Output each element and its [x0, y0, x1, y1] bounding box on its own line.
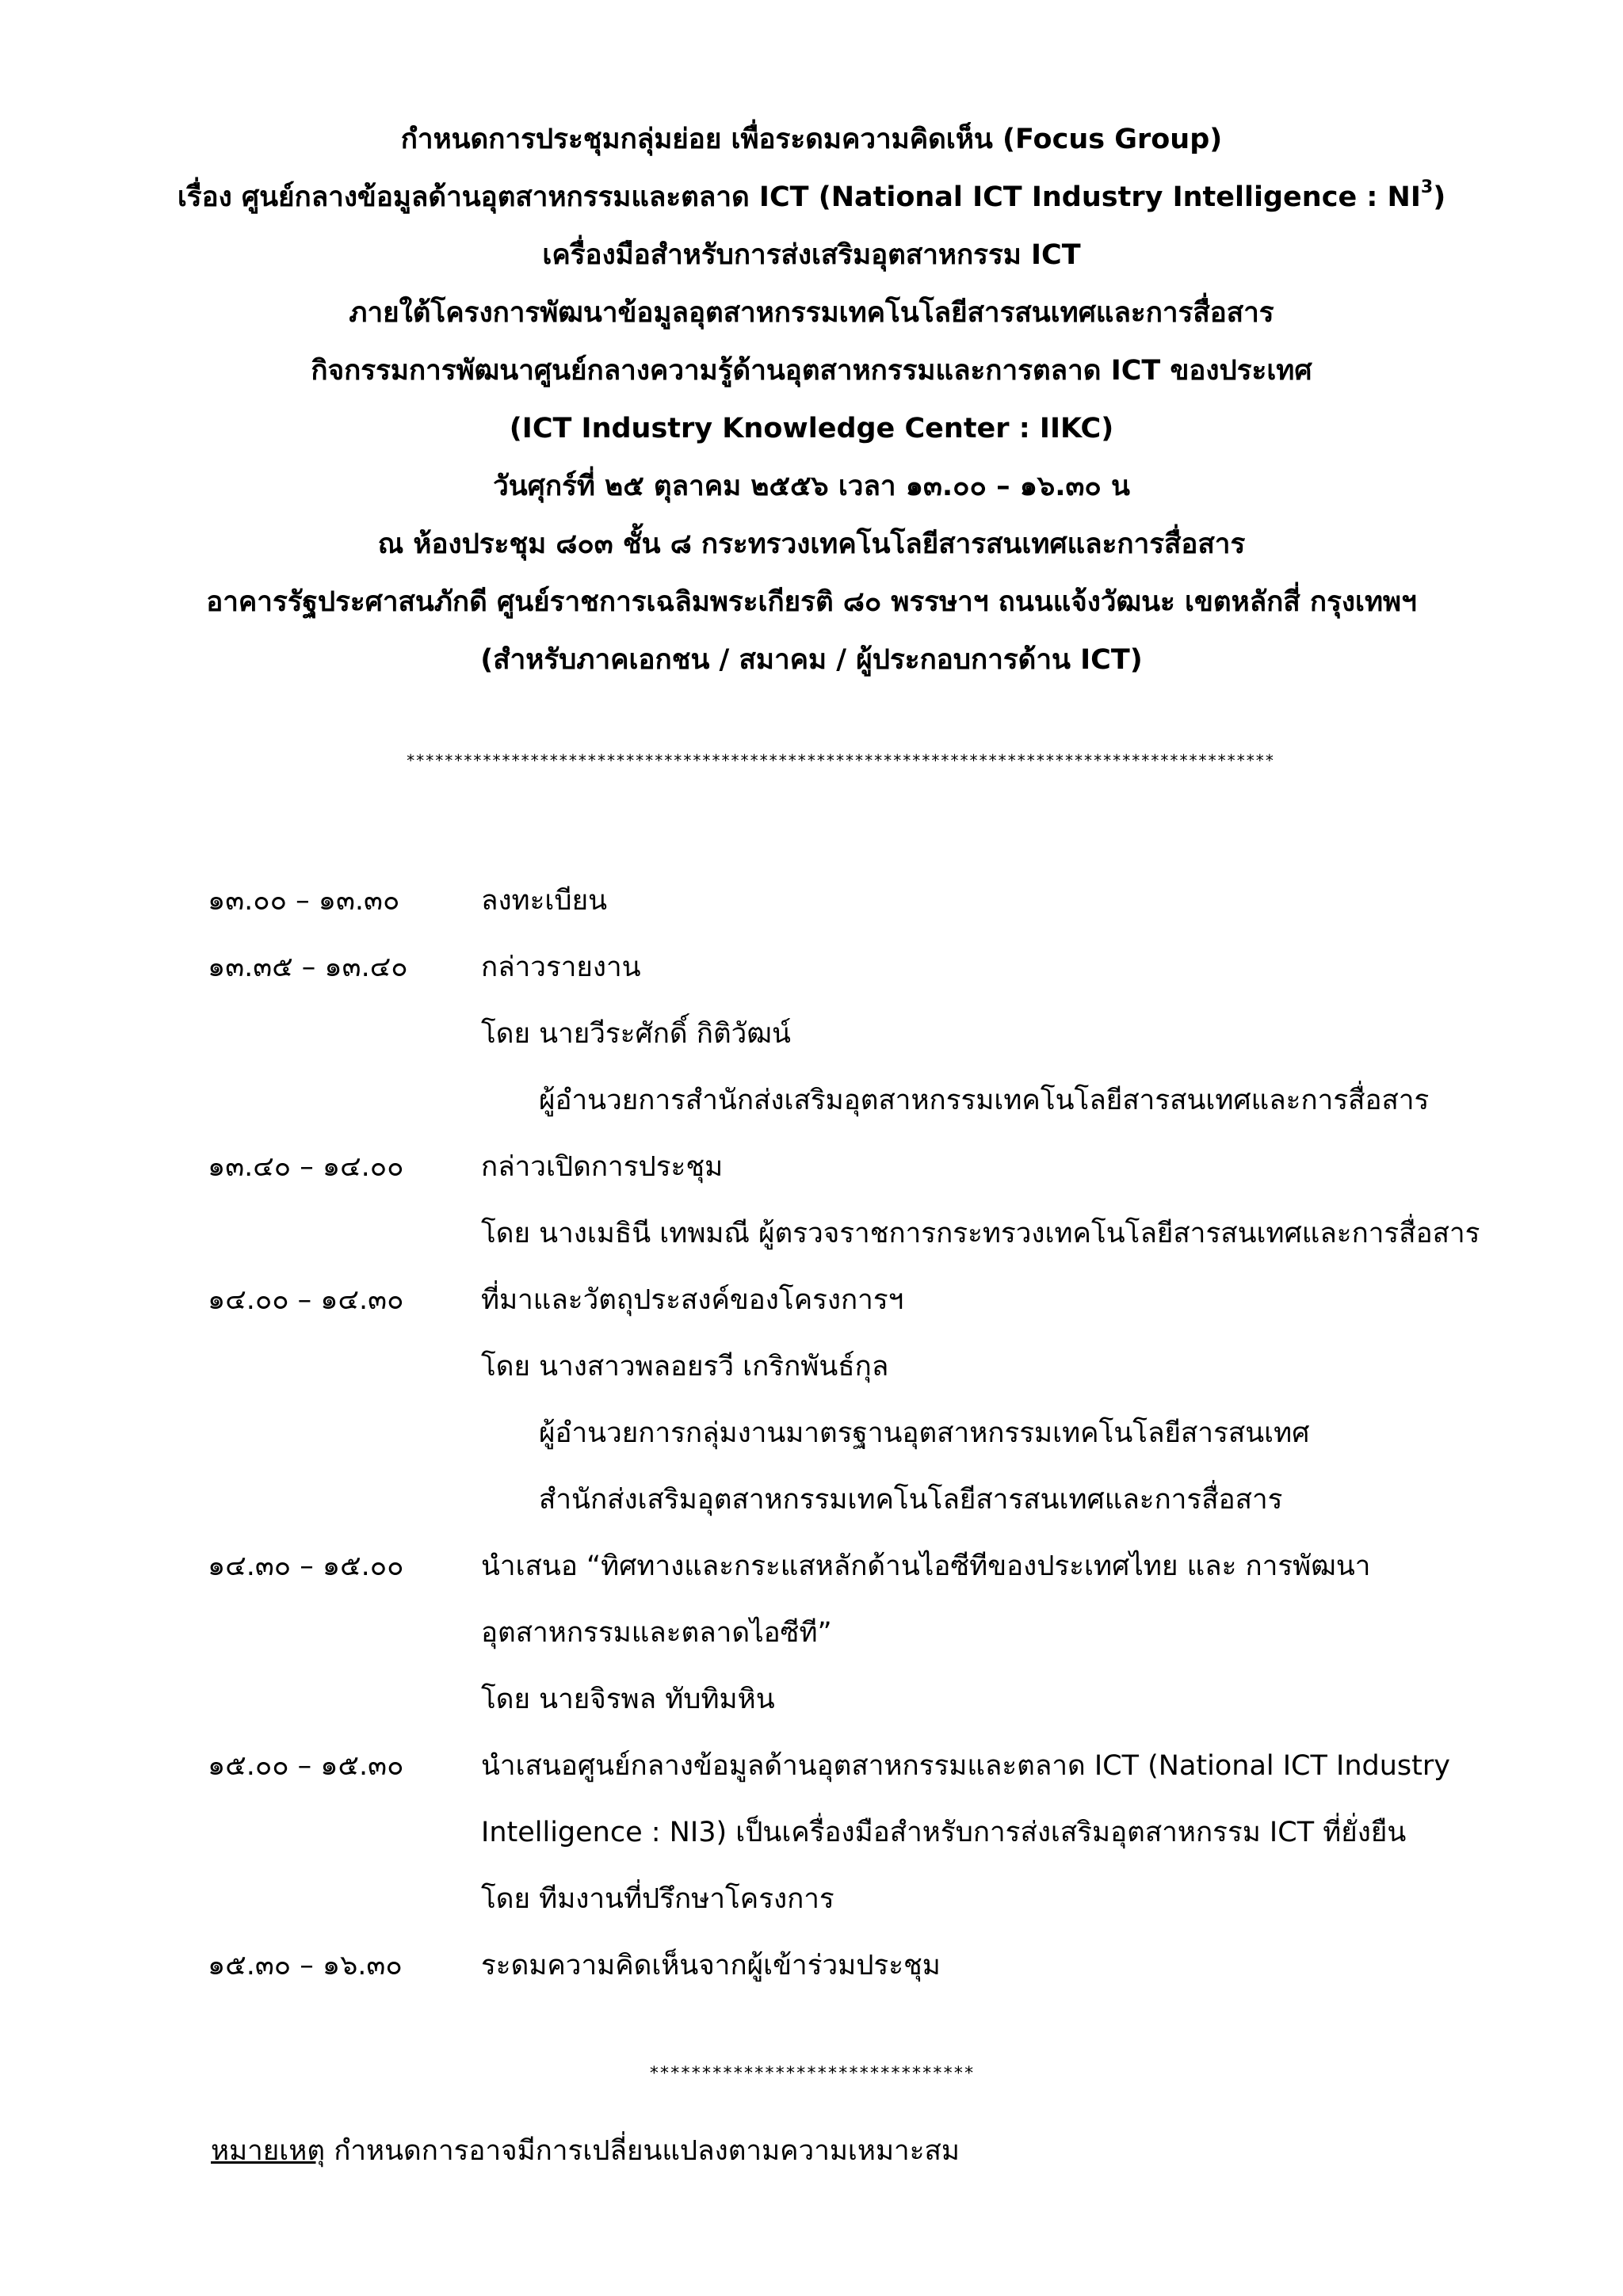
- agenda-time: ๑๓.๓๕ – ๑๓.๔๐: [208, 952, 408, 983]
- separator-bottom: *******************************: [648, 2064, 975, 2084]
- agenda-text: ผู้อำนวยการกลุ่มงานมาตรฐานอุตสาหกรรมเทคโนโลยีสารสนเทศ: [539, 1417, 1310, 1449]
- agenda-time: ๑๕.๐๐ – ๑๕.๓๐: [208, 1750, 404, 1782]
- header-subject-end: ): [1433, 181, 1446, 213]
- agenda-row: [0, 1400, 1623, 1466]
- agenda-time: ๑๕.๓๐ – ๑๖.๓๐: [208, 1950, 403, 1981]
- agenda-text: นำเสนอ “ทิศทางและกระแสหลักด้านไอซีทีของประเทศไทย และ การพัฒนา: [481, 1550, 1371, 1582]
- header-subject-main: เรื่อง ศูนย์กลางข้อมูลด้านอุตสาหกรรมและตลาด ICT (National ICT Industry Intelligence : NI: [177, 181, 1421, 213]
- agenda-time: ๑๔.๐๐ – ๑๔.๓๐: [208, 1284, 404, 1316]
- agenda-text: โดย นางสาวพลอยรวี เกริกพันธ์กุล: [481, 1351, 889, 1383]
- header-subject: [119, 169, 1504, 227]
- agenda-text: กล่าวเปิดการประชุม: [481, 1151, 724, 1183]
- header-audience-line: (สำหรับภาคเอกชน / สมาคม / ผู้ประกอบการด้าน ICT): [480, 644, 1143, 676]
- header-subject-superscript: 3: [1420, 177, 1434, 198]
- header-project-line: ภายใต้โครงการพัฒนาข้อมูลอุตสาหกรรมเทคโนโลยีสารสนเทศและการสื่อสาร: [349, 297, 1274, 329]
- note: [211, 2127, 960, 2175]
- agenda-text: อุตสาหกรรมและตลาดไอซีที”: [481, 1617, 832, 1649]
- agenda-row: [0, 1666, 1623, 1733]
- agenda-row: [0, 1067, 1623, 1134]
- agenda-text: กล่าวรายงาน: [481, 952, 641, 983]
- agenda-row: [0, 1267, 1623, 1333]
- agenda-row: [0, 1001, 1623, 1067]
- agenda-text: โดย นางเมธินี เทพมณี ผู้ตรวจราชการกระทรวงเทคโนโลยีสารสนเทศและการสื่อสาร: [481, 1218, 1480, 1249]
- header-activity-line: กิจกรรมการพัฒนาศูนย์กลางความรู้ด้านอุตสาหกรรมและการตลาด ICT ของประเทศ: [311, 355, 1312, 387]
- agenda-text: โดย นายวีระศักดิ์ กิติวัฒน์: [481, 1018, 791, 1050]
- agenda-time: ๑๓.๔๐ – ๑๔.๐๐: [208, 1151, 404, 1183]
- agenda-text: ระดมความคิดเห็นจากผู้เข้าร่วมประชุม: [481, 1950, 941, 1981]
- agenda-text: ลงทะเบียน: [481, 885, 608, 917]
- agenda-row: [0, 1799, 1623, 1866]
- agenda-row: [0, 1600, 1623, 1666]
- header-date-line: วันศุกร์ที่ ๒๕ ตุลาคม ๒๕๕๖ เวลา ๑๓.๐๐ – ๑๖.๓๐ น: [493, 471, 1130, 502]
- agenda-text: ที่มาและวัตถุประสงค์ของโครงการฯ: [481, 1284, 904, 1316]
- agenda-row: [0, 868, 1623, 934]
- note-label: หมายเหตุ: [211, 2135, 326, 2167]
- note-text: กำหนดการอาจมีการเปลี่ยนแปลงตามความเหมาะสม: [325, 2135, 960, 2167]
- agenda-text: สำนักส่งเสริมอุตสาหกรรมเทคโนโลยีสารสนเทศและการสื่อสาร: [539, 1484, 1283, 1516]
- agenda-text: โดย นายจิรพล ทับทิมหิน: [481, 1684, 775, 1715]
- agenda-time: ๑๔.๓๐ – ๑๕.๐๐: [208, 1550, 404, 1582]
- header-title: กำหนดการประชุมกลุ่มย่อย เพื่อระดมความคิดเห็น (Focus Group): [400, 124, 1223, 155]
- agenda-row: [0, 934, 1623, 1001]
- header-tool-line: เครื่องมือสำหรับการส่งเสริมอุตสาหกรรม ICT: [542, 239, 1081, 271]
- agenda-row: [0, 1932, 1623, 1999]
- agenda-text: นำเสนอศูนย์กลางข้อมูลด้านอุตสาหกรรมและตลาด ICT (National ICT Industry: [481, 1750, 1450, 1782]
- agenda-row: [0, 1200, 1623, 1267]
- agenda-row: [0, 1533, 1623, 1600]
- agenda-text: Intelligence : NI3) เป็นเครื่องมือสำหรับการส่งเสริมอุตสาหกรรม ICT ที่ยั่งยืน: [481, 1817, 1407, 1848]
- agenda-time: ๑๓.๐๐ – ๑๓.๓๐: [208, 885, 400, 917]
- agenda-row: [0, 1466, 1623, 1533]
- agenda-row: [0, 1333, 1623, 1400]
- separator-top: *******************************************************************************************: [406, 751, 1274, 770]
- document-header: [119, 111, 1504, 689]
- agenda-row: [0, 1134, 1623, 1200]
- header-center-line: (ICT Industry Knowledge Center : IIKC): [509, 413, 1114, 444]
- agenda-row: [0, 1733, 1623, 1799]
- agenda-row: [0, 1866, 1623, 1932]
- agenda-schedule: [0, 868, 1623, 1999]
- agenda-text: โดย ทีมงานที่ปรึกษาโครงการ: [481, 1883, 834, 1915]
- header-venue-line: ณ ห้องประชุม ๘๐๓ ชั้น ๘ กระทรวงเทคโนโลยีสารสนเทศและการสื่อสาร: [377, 528, 1246, 560]
- header-address-line: อาคารรัฐประศาสนภักดี ศูนย์ราชการเฉลิมพระเกียรติ ๘๐ พรรษาฯ ถนนแจ้งวัฒนะ เขตหลักสี่ กรุงเทพฯ: [206, 586, 1417, 618]
- agenda-text: ผู้อำนวยการสำนักส่งเสริมอุตสาหกรรมเทคโนโลยีสารสนเทศและการสื่อสาร: [539, 1085, 1430, 1116]
